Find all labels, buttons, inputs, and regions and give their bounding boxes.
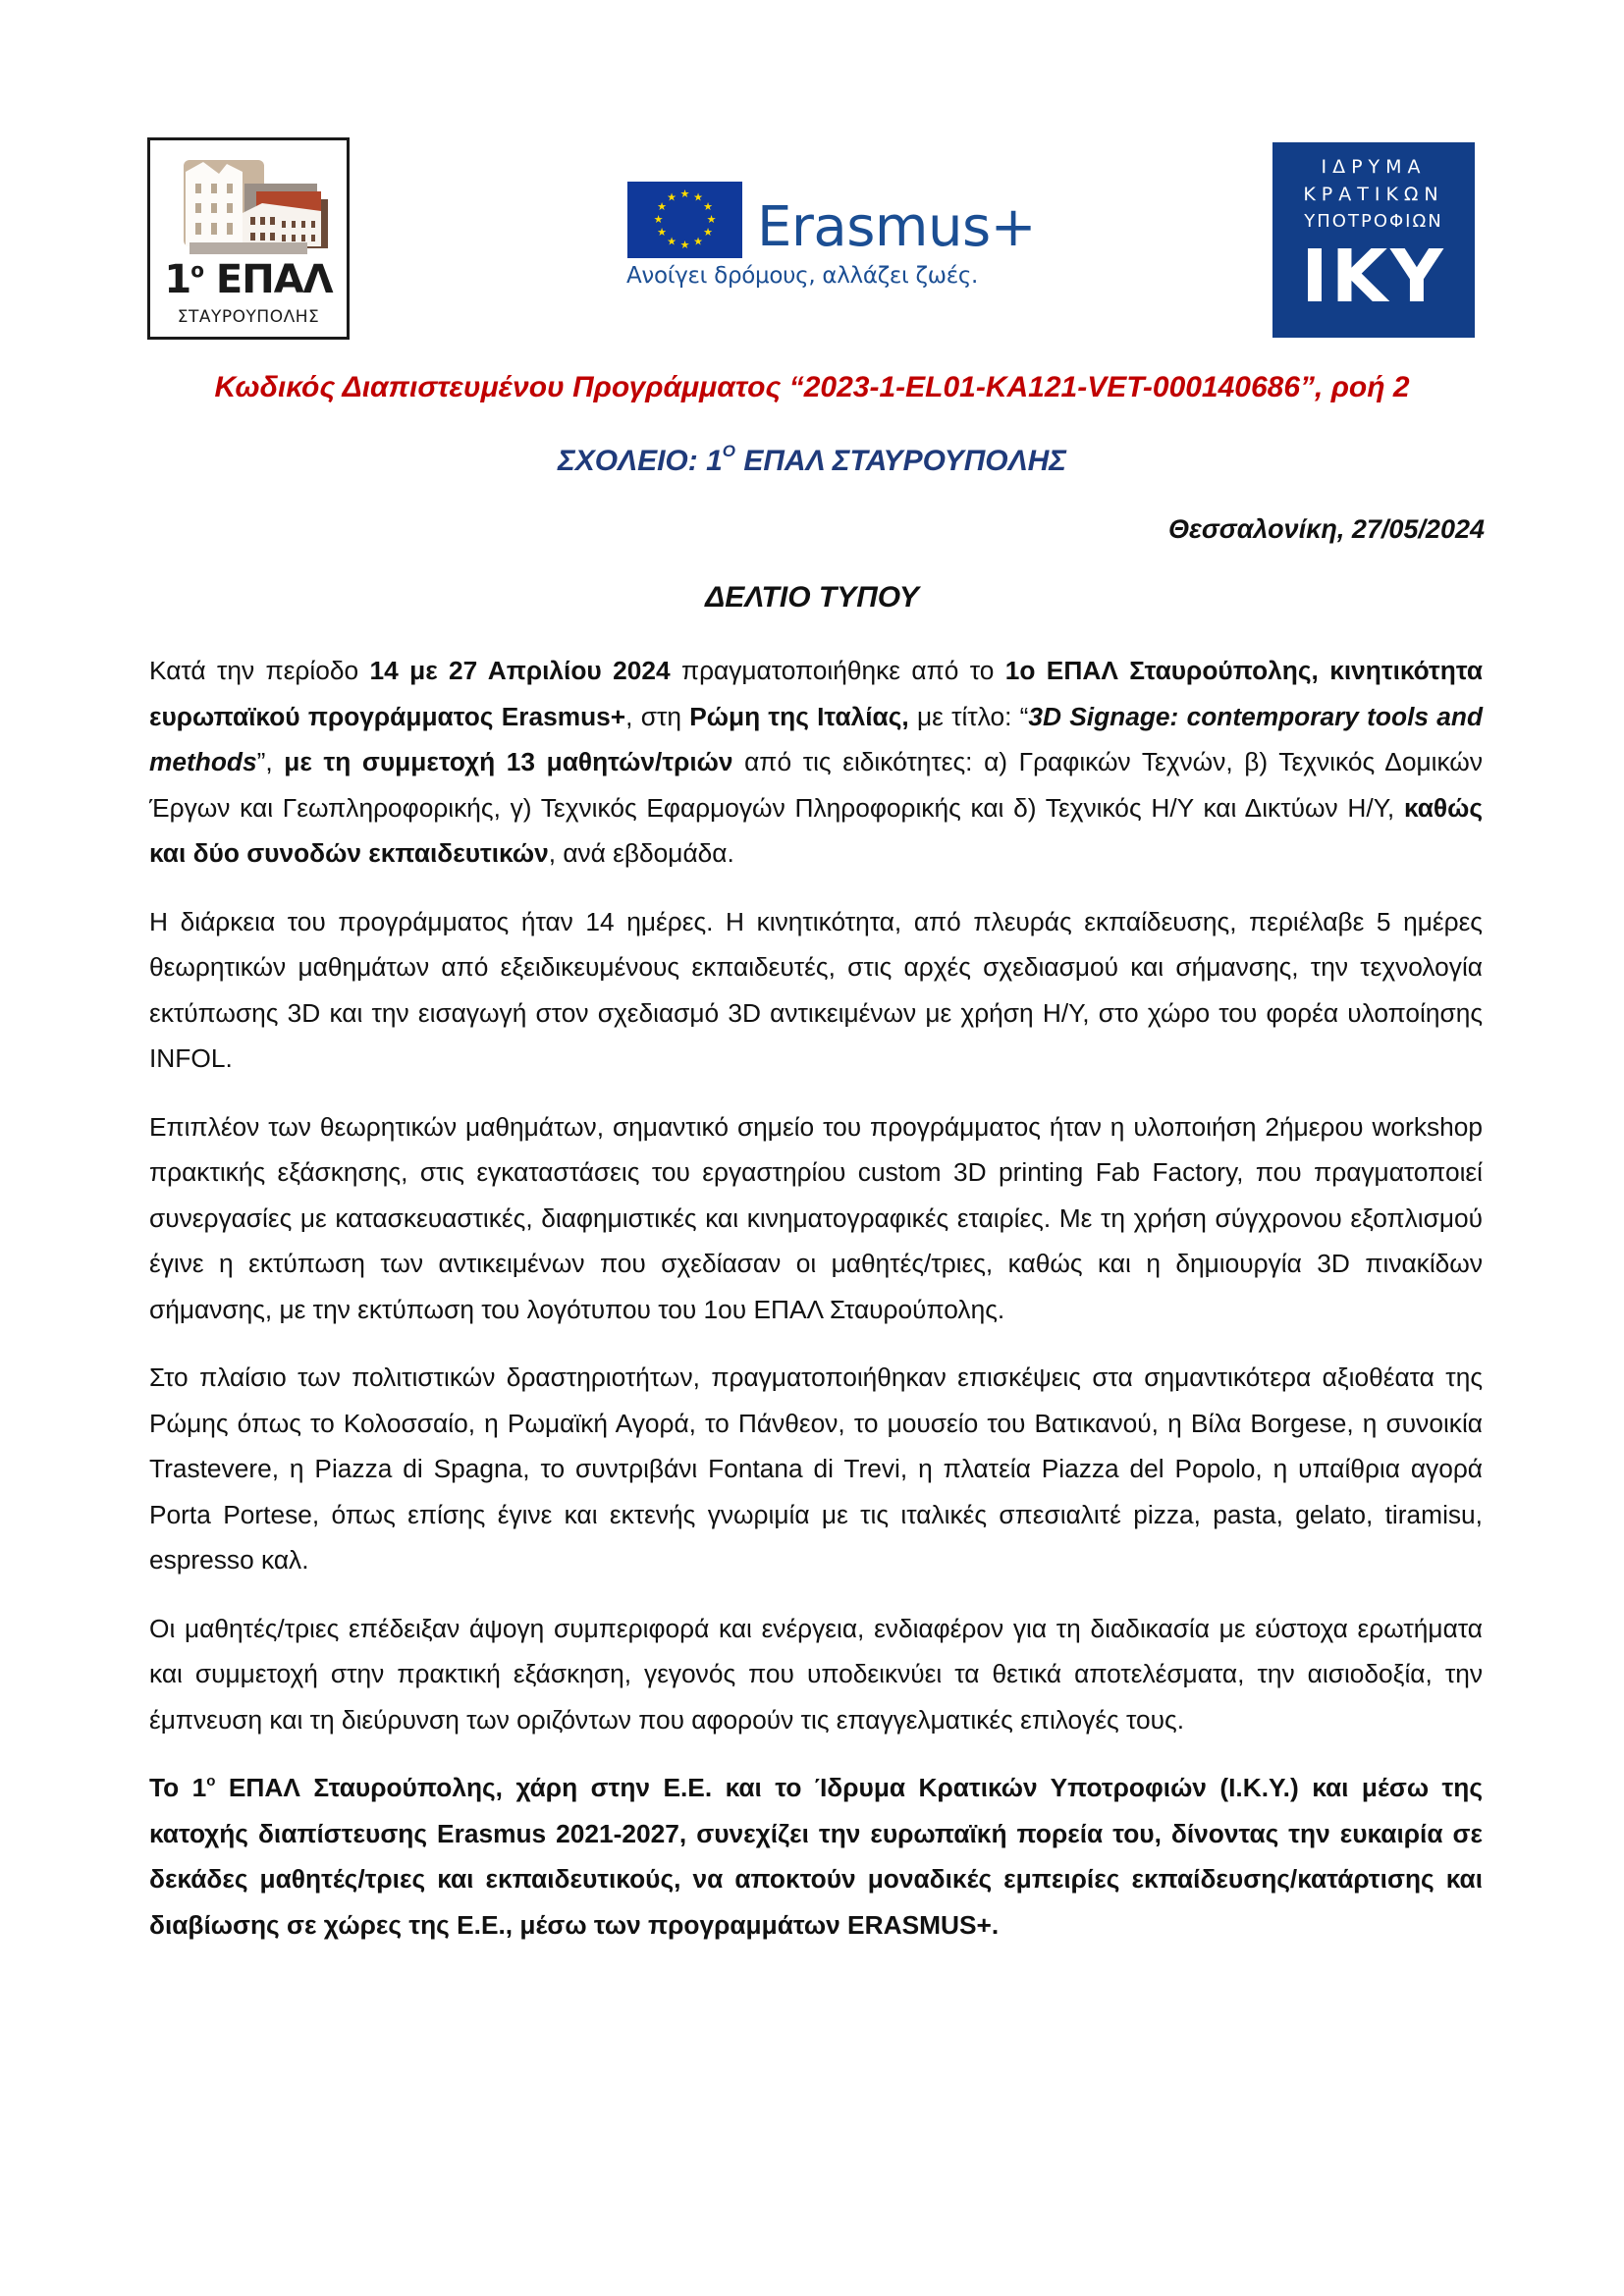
svg-text:★: ★ [679,187,690,200]
svg-text:★: ★ [667,190,677,204]
school-building-icon [164,152,333,260]
svg-text:★: ★ [703,200,713,213]
erasmus-tagline: Ανοίγει δρόμους, αλλάζει ζωές. [626,263,979,289]
press-release-title: ΔΕΛΤΙΟ ΤΥΠΟΥ [705,581,919,614]
svg-text:★: ★ [657,226,667,239]
paragraph-dates: Κατά την περίοδο 14 με 27 Απριλίου 2024 πραγματοποιήθηκε από το 1ο ΕΠΑΛ Σταυρούπολης, κινητικότητα ευρωπαϊκού προγράμματος Erasmus+, στη Ρώμη της Ιταλίας, με τίτλο: “3D Signage: contemporary tools and methods”, με τη συμμετοχή 13 μαθητών/τριών από τις ειδικότητες: α) Γραφικών Τεχνών, β) Τεχνικός Δομικών Έργων και Γεωπληροφορικής, γ) Τεχνικός Εφαρμογών Πληροφορικής και δ) Τεχνικός Η/Υ και Δικτύων Η/Υ, καθώς και δύο συνοδών εκπαιδευτικών, ανά εβδομάδα. [149,656,1484,868]
erasmus-wordmark: Erasmus+ [757,195,1037,259]
svg-text:★: ★ [693,235,703,248]
eu-flag-icon [627,182,742,258]
paragraph-workshop: Επιπλέον των θεωρητικών μαθημάτων, σημαντικό σημείο του προγράμματος ήταν η υλοποιήση 2ήμερου workshop πρακτικής εξάσκησης, στις εγκαταστάσεις του εργαστηρίου custom 3D printing Fab Factory, που πραγματοποιεί συνεργασίες με κατασκευαστικές, διαφημιστικές και κινηματογραφικές εταιρίες. Με τη χρήση σύγχρονου εξοπλισμού έγινε η εκτύπωση των αντικειμένων που σχεδίασαν οι μαθητές/τριες, καθώς και η δημιουργία 3D πινακίδων σήμανσης, με την εκτύπωση του λογότυπου του 1ου ΕΠΑΛ Σταυρούπολης. [149,1111,1483,1324]
place-date: Θεσσαλονίκη, 27/05/2024 [1167,514,1485,544]
svg-text:★: ★ [653,213,664,226]
iky-line-3: ΥΠΟΤΡΟΦΙΩΝ [1304,211,1443,232]
school-heading: ΣΧΟΛΕΙΟ: $1^O$ ΕΠΑΛ ΣΤΑΥΡΟΥΠΟΛΗΣ [558,442,1066,477]
paragraph-culture: Στο πλαίσιο των πολιτιστικών δραστηριοτήτων, πραγματοποιήθηκαν επισκέψεις στα σημαντικότερα αξιοθέατα της Ρώμης όπως το Κολοσσαίο, η Ρωμαϊκή Αγορά, το Πάνθεον, το μουσείο του Βατικανού, η Βίλα Borgese, η συνοικία Trastevere, η Piazza di Spagna, το συντριβάνι Fontana di Trevi, η πλατεία Piazza del Popolo, η υπαίθρια αγορά Porta Portese, όπως επίσης έγινε και εκτενής γνωριμία με τις ιταλικές σπεσιαλιτέ pizza, pasta, gelato, tiramisu, espresso καλ. [149,1362,1483,1575]
svg-text:★: ★ [667,235,677,248]
iky-line-1: ΙΔΡΥΜΑ [1321,156,1427,178]
iky-line-2: ΚΡΑΤΙΚΩΝ [1303,184,1444,205]
paragraph-closing: Το $1^o$ ΕΠΑΛ Σταυρούπολης, χάρη στην Ε.Ε. και το Ίδρυμα Κρατικών Υποτροφιών (Ι.Κ.Υ.) και μέσω της κατοχής διαπίστευσης Erasmus 2021-2027, συνεχίζει την ευρωπαϊκή πορεία του, δίνοντας την ευκαιρία σε δεκάδες μαθητές/τριες και εκπαιδευτικούς, να αποκτούν μοναδικές εμπειρίες εκπαίδευσης/κατάρτισης και διαβίωσης σε χώρες της Ε.Ε., μέσω των προγραμμάτων ERASMUS+. [149,1773,1484,1940]
school-logo [147,137,350,340]
iky-logo [1272,142,1475,338]
svg-text:★: ★ [693,190,703,204]
erasmus-logo [624,179,1037,296]
paragraph-duration: Η διάρκεια του προγράμματος ήταν 14 ημέρες. Η κινητικότητα, από πλευράς εκπαίδευσης, περιέλαβε 5 ημέρες θεωρητικών μαθημάτων από εξειδικευμένους εκπαιδευτές, στις αρχές σχεδιασμού και σήμανσης, την τεχνολογία εκτύπωσης 3D και την εισαγωγή στον σχεδιασμό 3D αντικειμένων με χρήση Η/Υ, στο χώρο του φορέα υλοποίησης INFOL. [149,906,1483,1073]
school-logo-title: $1^o$ ΕΠΑΛ [164,257,333,302]
iky-acronym: ΙΚΥ [1301,235,1446,319]
program-code-heading: Κωδικός Διαπιστευμένου Προγράμματος “2023-1-EL01-KA121-VET-000140686”, ροή 2 [214,371,1410,403]
school-logo-place: ΣΤΑΥΡΟΥΠΟΛΗΣ [177,307,320,327]
paragraph-students: Οι μαθητές/τριες επέδειξαν άψογη συμπεριφορά και ενέργεια, ενδιαφέρον για τη διαδικασία με εύστοχα ερωτήματα και συμμετοχή στην πρακτική εξάσκηση, γεγονός που υποδεικνύει τα θετικά αποτελέσματα, την αισιοδοξία, την έμπνευση και τη διεύρυνση των οριζόντων που αφορούν τις επαγγελματικές επιλογές τους. [149,1613,1483,1735]
svg-text:★: ★ [706,213,717,226]
svg-text:★: ★ [703,226,713,239]
press-release-body [149,648,1483,1970]
svg-text:★: ★ [657,200,667,213]
svg-text:★: ★ [679,239,690,251]
